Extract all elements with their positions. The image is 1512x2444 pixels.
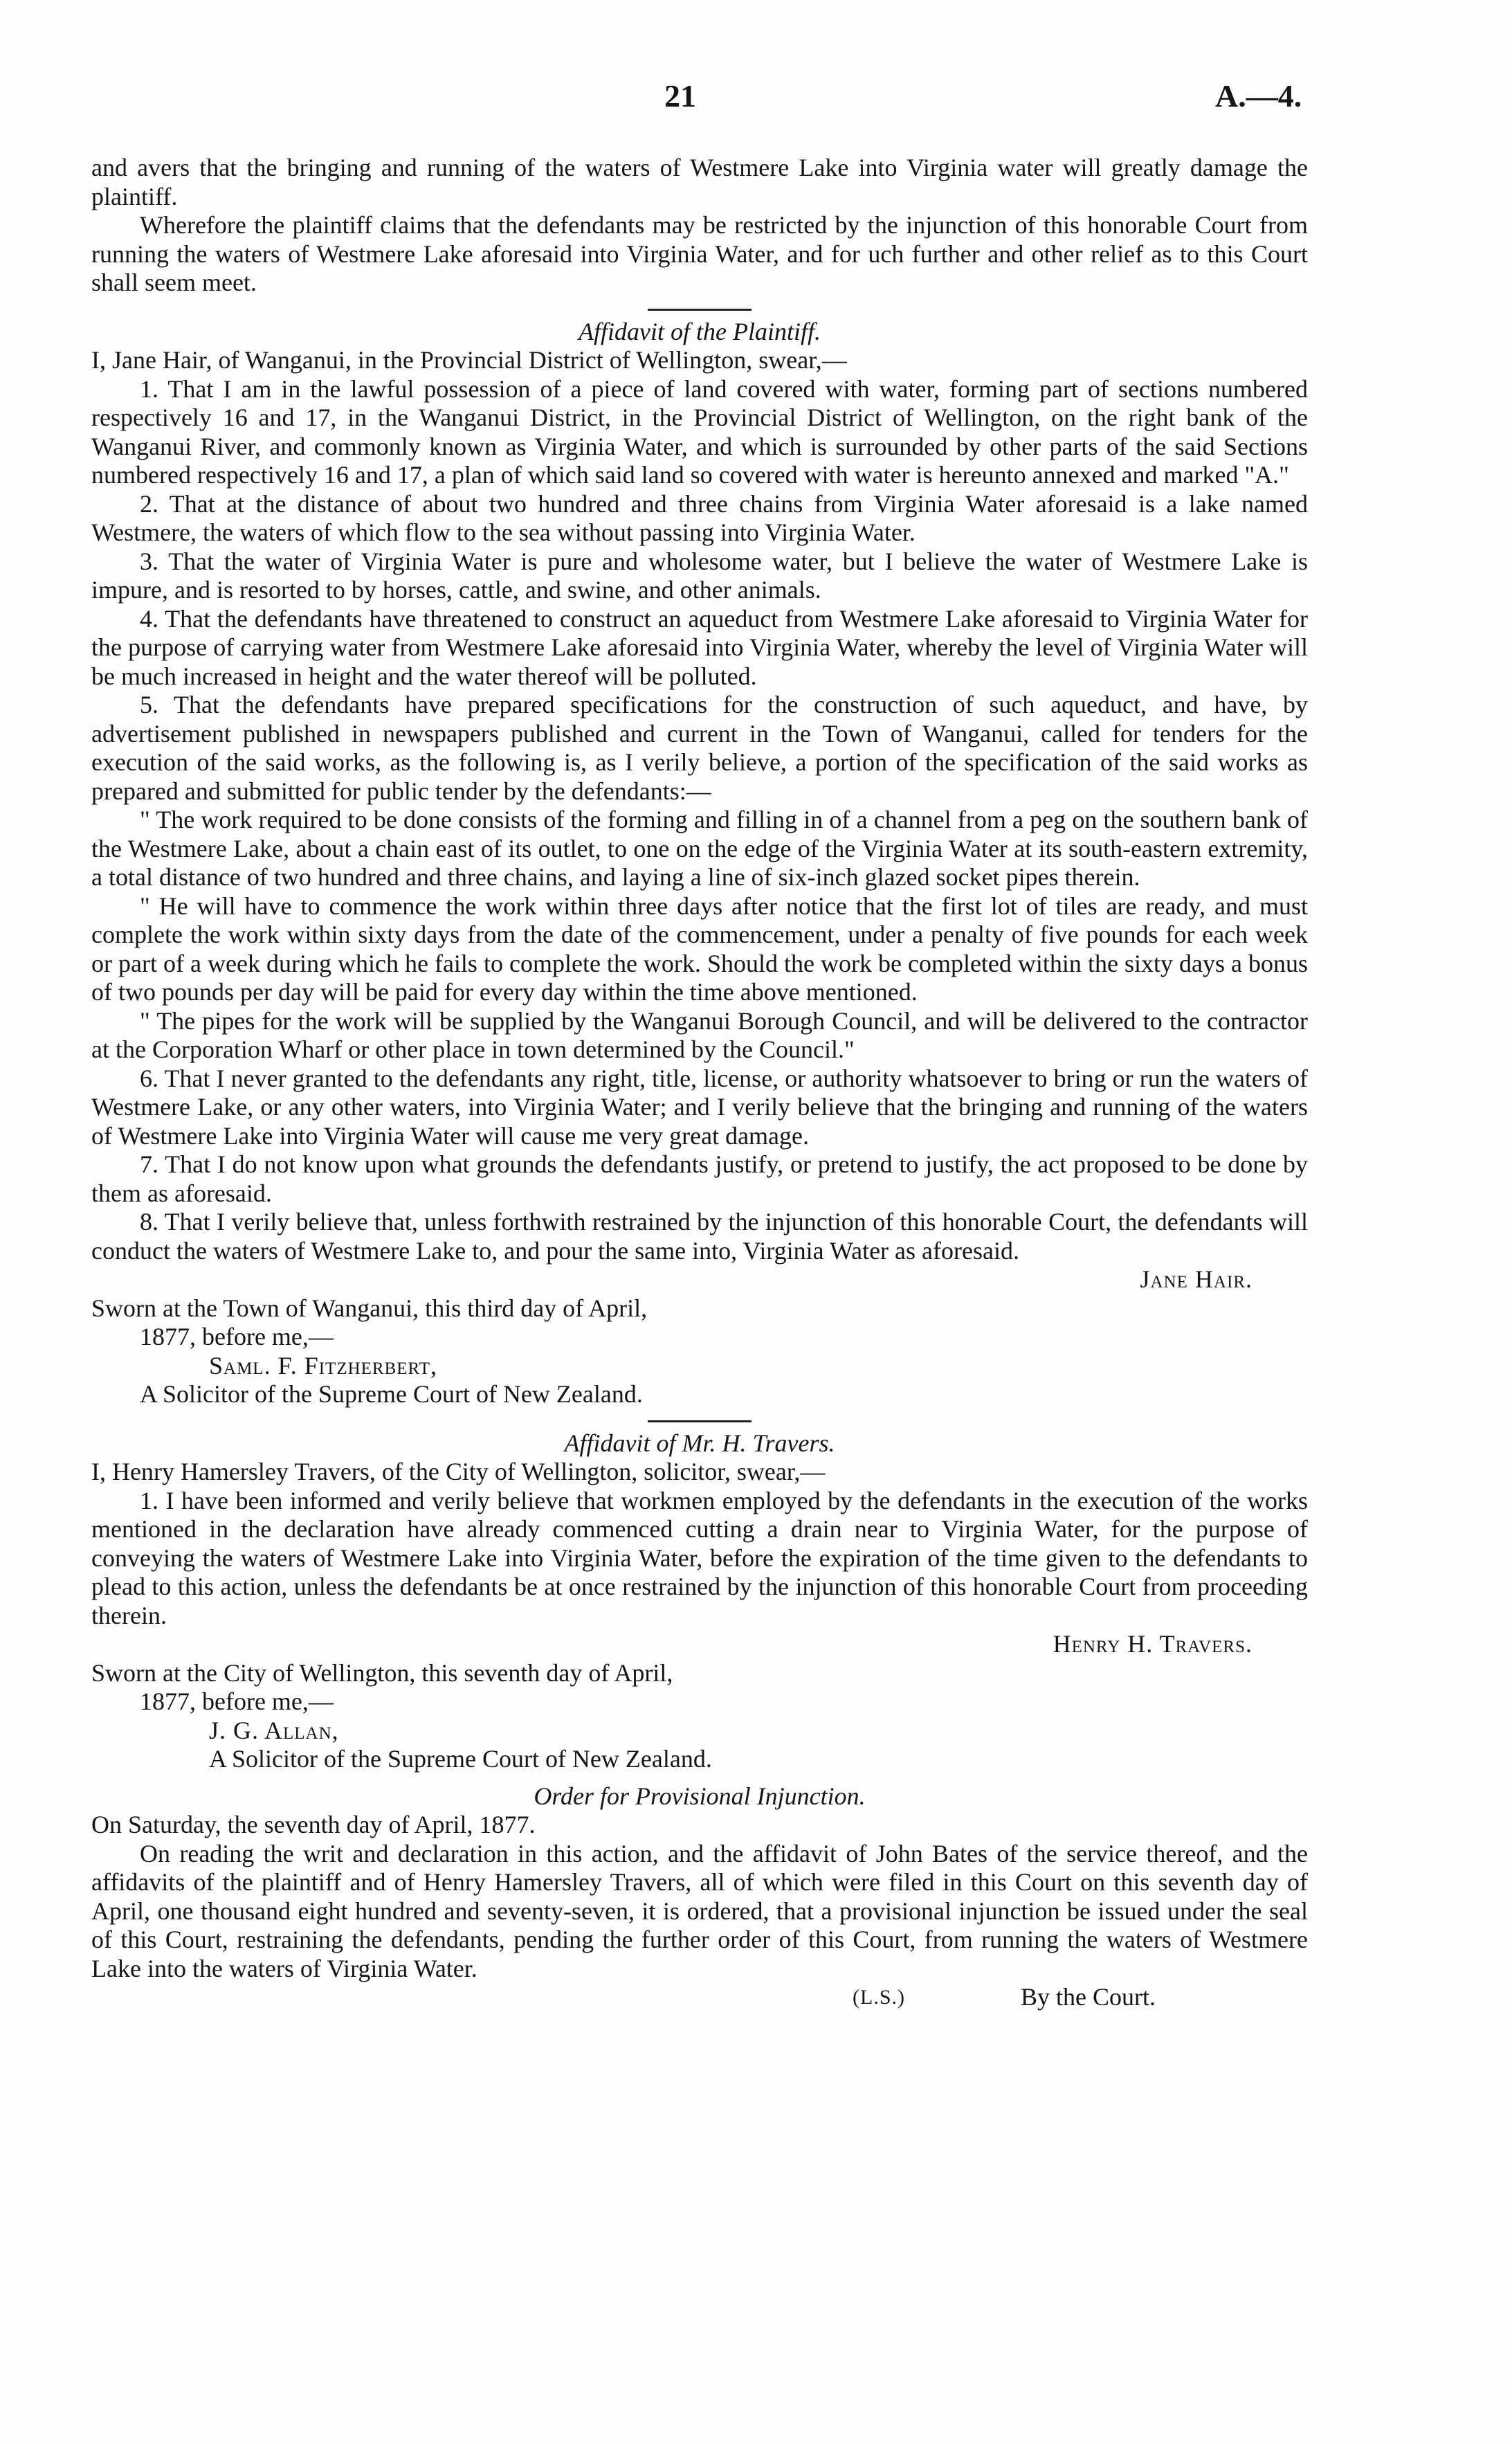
witness-name: Saml. F. Fitzherbert, (209, 1351, 437, 1379)
affidavit-item: 1. I have been informed and verily believe that workmen employed by the defendants in the execution of the works mentioned in the declaration have already commenced cutting a drain near to Virginia Water, for the purpose of conveying the waters of Westmere Lake into Virginia Water, before the expiration of the time given to the defendants to plead to this action, unless the defendants be at once restrained by the injunction of this honorable Court from proceeding therein. (91, 1486, 1308, 1629)
sworn-line: 1877, before me,— (140, 1687, 334, 1715)
affidavit-intro: I, Henry Hamersley Travers, of the City of Wellington, solicitor, swear,— (91, 1458, 826, 1485)
signature-jane-hair: Jane Hair. (1140, 1265, 1253, 1293)
witness-name: J. G. Allan, (209, 1716, 339, 1744)
section-heading-plaintiff-affidavit: Affidavit of the Plaintiff. (579, 317, 821, 345)
section-heading-order: Order for Provisional Injunction. (534, 1782, 866, 1810)
sworn-line: Sworn at the City of Wellington, this seventh day of April, (91, 1658, 673, 1687)
affidavit-item: 5. That the defendants have prepared specifications for the construction of such aqueduct, and have, by advertisement published in newspapers published and current in the Town of Wanganui, called for tenders for the execution of the said works, as the following is, as I verily believe, a portion of the specification of the said works as prepared and submitted for public tender by the defendants:— (91, 691, 1308, 805)
sworn-line: 1877, before me,— (140, 1323, 334, 1350)
affidavit-item: 3. That the water of Virginia Water is pure and wholesome water, but I believe the water of Westmere Lake is impure, and is resorted to by horses, cattle, and swine, and other animals. (91, 547, 1308, 604)
paragraph: Wherefore the plaintiff claims that the defendants may be restricted by the injunction of this honorable Court from running the waters of Westmere Lake aforesaid into Virginia Water, and for uch further and other relief as to this Court shall seem meet. (91, 211, 1308, 296)
section-divider (648, 309, 752, 311)
document-reference: A.—4. (1215, 78, 1302, 114)
specification-quote: " He will have to commence the work within three days after notice that the first lot of tiles are ready, and must complete the work within sixty days from the date of the commencement, under a penalty of five pounds for each week or part of a week during which he fails to complete the work. Should the work be completed within the sixty days a bonus of two pounds per day will be paid for every day within the time above mentioned. (91, 891, 1308, 1006)
specification-quote: " The pipes for the work will be supplied by the Wanganui Borough Council, and will be delivered to the contractor at the Corporation Wharf or other place in town determined by the Council." (91, 1006, 1308, 1063)
order-date: On Saturday, the seventh day of April, 1877. (91, 1811, 536, 1838)
spacer (91, 1774, 1308, 1782)
section-divider (648, 1420, 752, 1422)
section-heading-travers-affidavit: Affidavit of Mr. H. Travers. (564, 1429, 835, 1457)
sworn-line: Sworn at the Town of Wanganui, this third day of April, (91, 1294, 648, 1322)
document-body (91, 154, 1308, 2012)
seal-mark: (L.S.) (853, 1986, 905, 2009)
affidavit-item: 2. That at the distance of about two hundred and three chains from Virginia Water aforesaid is a lake named Westmere, the waters of which flow to the sea without passing into Virginia Water. (91, 489, 1308, 546)
witness-title: A Solicitor of the Supreme Court of New Zealand. (140, 1380, 643, 1408)
page-number: 21 (664, 78, 696, 114)
affidavit-item: 1. That I am in the lawful possession of a piece of land covered with water, forming part of sections numbered respectively 16 and 17, in the Wanganui District, in the Provincial District of Wellington, on the right bank of the Wanganui River, and commonly known as Virginia Water, and which is surrounded by other parts of the said Sections numbered respectively 16 and 17, a plan of which said land so covered with water is hereunto annexed and marked "A." (91, 374, 1308, 489)
court-seal-row (91, 1983, 1308, 2012)
witness-title: A Solicitor of the Supreme Court of New Zealand. (209, 1745, 712, 1773)
order-body: On reading the writ and declaration in this action, and the affidavit of John Bates of the service thereof, and the affidavits of the plaintiff and of Henry Hamersley Travers, all of which were filed in this Court on this seventh day of April, one thousand eight hundred and seventy-seven, it is ordered, that a provisional injunction be issued under the seal of this Court, restraining the defendants, pending the further order of this Court, from running the waters of Westmere Lake into the waters of Virginia Water. (91, 1839, 1308, 1982)
affidavit-item: 6. That I never granted to the defendants any right, title, license, or authority whatsoever to bring or run the waters of Westmere Lake, or any other waters, into Virginia Water; and I verily believe that the bringing and running of the waters of Westmere Lake into Virginia Water will cause me very great damage. (91, 1064, 1308, 1150)
affidavit-item: 8. That I verily believe that, unless forthwith restrained by the injunction of this honorable Court, the defendants will conduct the waters of Westmere Lake to, and pour the same into, Virginia Water as aforesaid. (91, 1208, 1308, 1265)
specification-quote: " The work required to be done consists of the forming and filling in of a channel from a peg on the southern bank of the Westmere Lake, about a chain east of its outlet, to one on the edge of the Virginia Water at its south-eastern extremity, a total distance of two hundred and three chains, and laying a line of six-inch glazed socket pipes therein. (91, 806, 1308, 891)
affidavit-intro: I, Jane Hair, of Wanganui, in the Provincial District of Wellington, swear,— (91, 346, 847, 374)
by-the-court: By the Court. (1021, 1983, 1156, 2011)
affidavit-item: 4. That the defendants have threatened to construct an aqueduct from Westmere Lake aforesaid to Virginia Water for the purpose of carrying water from Westmere Lake aforesaid into Virginia Water, whereby the level of Virginia Water will be much increased in height and the water thereof will be polluted. (91, 604, 1308, 690)
affidavit-item: 7. That I do not know upon what grounds the defendants justify, or pretend to justify, the act proposed to be done by them as aforesaid. (91, 1150, 1308, 1207)
signature-henry-travers: Henry H. Travers. (1053, 1630, 1253, 1658)
paragraph: and avers that the bringing and running of the waters of Westmere Lake into Virginia water will greatly damage the plaintiff. (91, 154, 1308, 210)
